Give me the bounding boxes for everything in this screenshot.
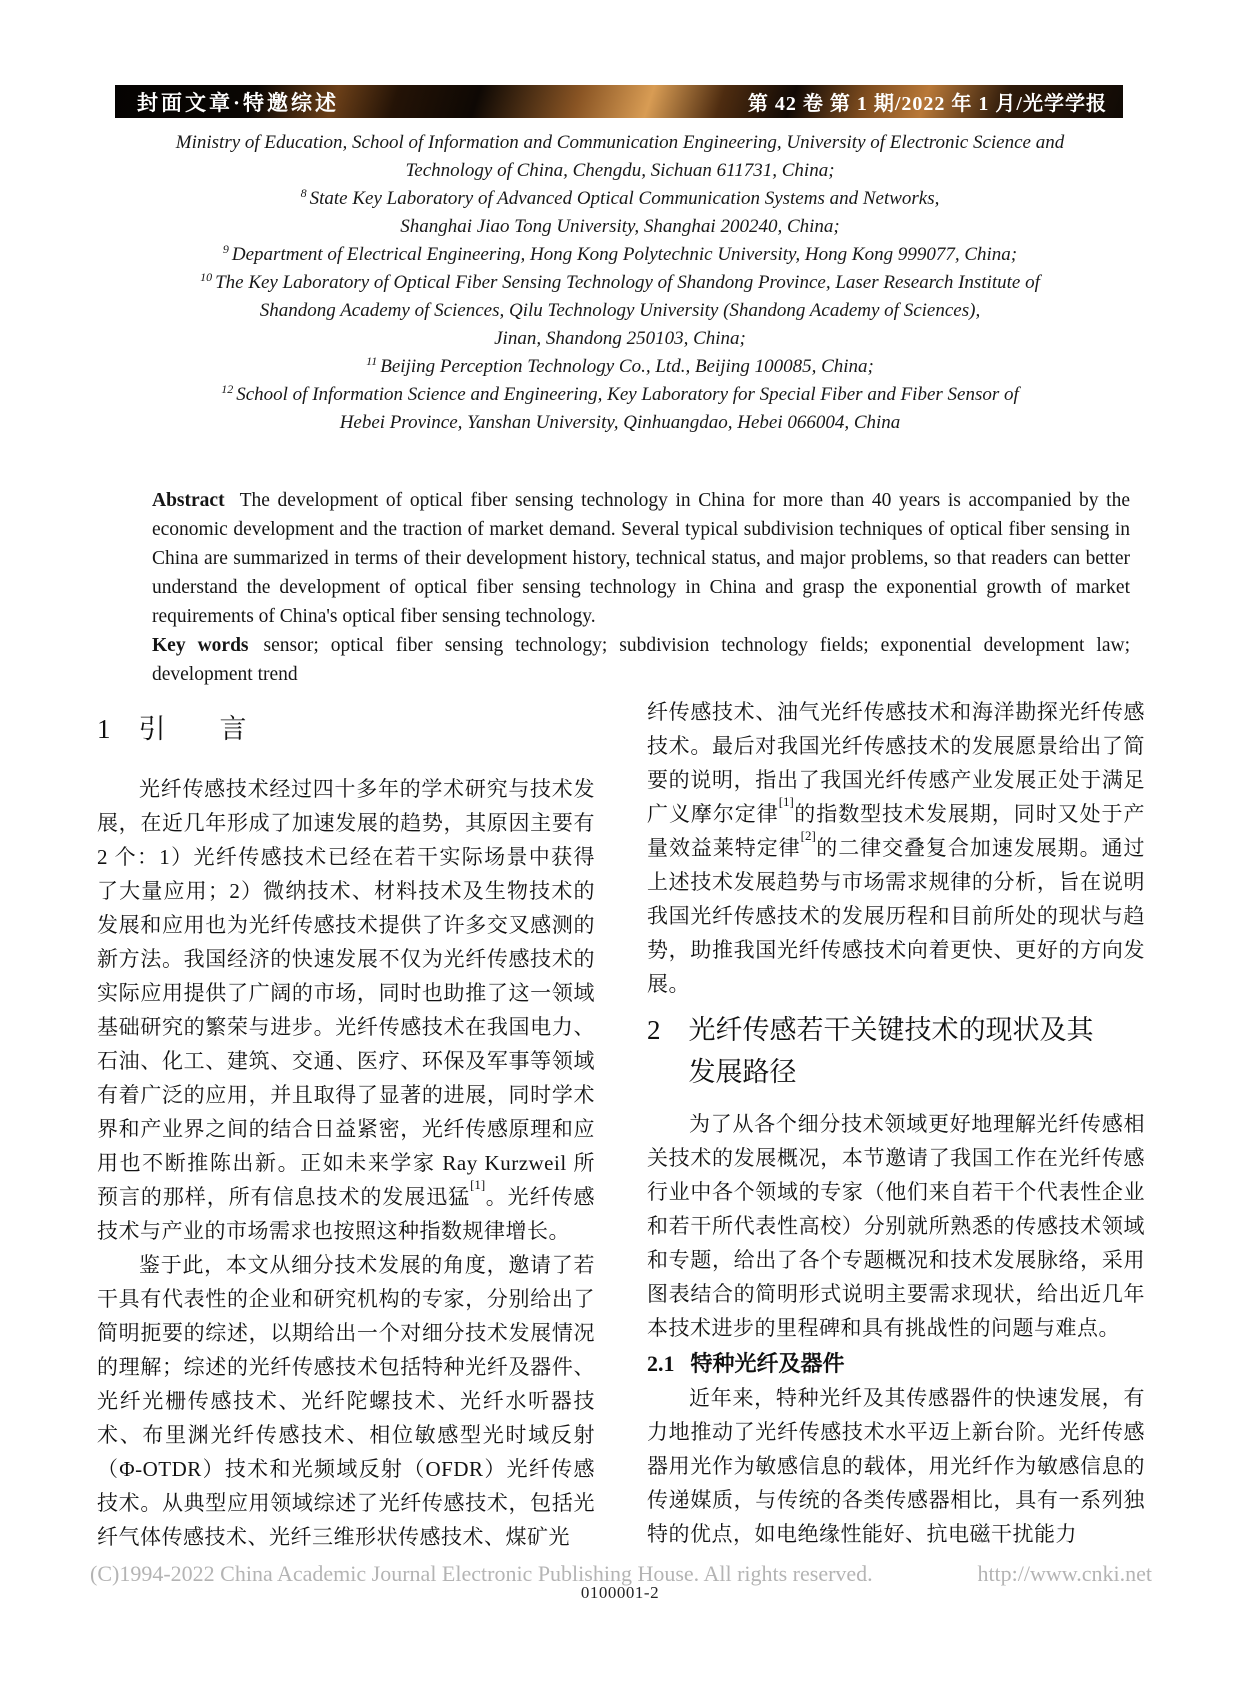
- affiliation-superscript: 10: [200, 269, 213, 284]
- section-number: 2: [647, 1015, 661, 1045]
- citation-marker: [1]: [778, 794, 794, 809]
- affiliation-line: Shanghai Jiao Tong University, Shanghai 200240, China;: [400, 216, 840, 237]
- body-paragraph: 纤传感技术、油气光纤传感技术和海洋勘探光纤传感技术。最后对我国光纤传感技术的发展愿景给出了简要的说明，指出了我国光纤传感产业发展正处于满足广义摩尔定律[1]的指数型技术发展期，同时又处于产量效益莱特定律[2]的二律交叠复合加速发展期。通过上述技术发展趋势与市场需求规律的分析，旨在说明我国光纤传感技术的发展历程和目前所处的现状与趋势，助推我国光纤传感技术向着更快、更好的方向发展。: [647, 700, 1146, 996]
- keywords-text: sensor; optical fiber sensing technology; subdivision technology fields; exponential development law; development trend: [152, 635, 1130, 685]
- header-bar: [115, 85, 1123, 118]
- section-heading: [647, 1009, 1145, 1093]
- keywords-paragraph: [152, 631, 1130, 689]
- body-columns: [97, 695, 1145, 1554]
- affiliation-line: Ministry of Education, School of Information and Communication Engineering, University of Electronic Science and: [175, 132, 1065, 153]
- affiliation-superscript: 9: [222, 241, 229, 256]
- abstract-text: The development of optical fiber sensing technology in China for more than 40 years is accompanied by the economic development and the traction of market demand. Several typical subdivision techniques of optical fiber sensing in China are summarized in terms of their development history, technical status, and major problems, so that readers can better understand the development of optical fiber sensing technology in China and grasp the exponential growth of market requirements of China's optical fiber sensing technology.: [152, 490, 1130, 627]
- affiliation-superscript: 8: [300, 185, 307, 200]
- section-number: 1: [97, 714, 111, 744]
- subsection-heading: [647, 1347, 1145, 1381]
- header-column-type-label: 封面文章·特邀综述: [137, 90, 340, 115]
- citation-marker: [1]: [470, 1177, 486, 1192]
- keywords-label: Key words: [152, 635, 249, 656]
- affiliation-list: [100, 129, 1140, 437]
- abstract-block: [152, 486, 1130, 689]
- header-issue-label: 第 42 卷 第 1 期/2022 年 1 月/光学学报: [747, 93, 1107, 115]
- affiliation-line: Shandong Academy of Sciences, Qilu Technology University (Shandong Academy of Sciences),: [259, 300, 981, 321]
- section-title-line: 引 言: [138, 714, 247, 744]
- section-title: [139, 708, 247, 750]
- body-paragraph: 近年来，特种光纤及其传感器件的快速发展，有力地推动了光纤传感技术水平迈上新台阶。光纤传感器用光作为敏感信息的载体，用光纤作为敏感信息的传递媒质，与传统的各类传感器相比，具有一系列独特的优点，如电绝缘性能好、抗电磁干扰能力: [647, 1386, 1145, 1546]
- section-title: [689, 1009, 1094, 1093]
- body-paragraph: 鉴于此，本文从细分技术发展的角度，邀请了若干具有代表性的企业和研究机构的专家，分别给出了简明扼要的综述，以期给出一个对细分技术发展情况的理解；综述的光纤传感技术包括特种光纤及器件、光纤光栅传感技术、光纤陀螺技术、光纤水听器技术、布里渊光纤传感技术、相位敏感型光时域反射（Φ-OTDR）技术和光频域反射（OFDR）光纤传感技术。从典型应用领域综述了光纤传感技术，包括光纤气体传感技术、光纤三维形状传感技术、煤矿光: [97, 1253, 595, 1549]
- section-title-line: 发展路径: [688, 1057, 797, 1087]
- affiliation-line: Jinan, Shandong 250103, China;: [494, 328, 746, 349]
- affiliation-line: $^{10}$ The Key Laboratory of Optical Fiber Sensing Technology of Shandong Province, Laser Research Institute of: [200, 269, 1040, 293]
- body-paragraph: 为了从各个细分技术领域更好地理解光纤传感相关技术的发展概况，本节邀请了我国工作在光纤传感行业中各个领域的专家（他们来自若干个代表性企业和若干所代表性高校）分别就所熟悉的传感技术领域和专题，给出了各个专题概况和技术发展脉络，采用图表结合的简明形式说明主要需求现状，给出近几年本技术进步的里程碑和具有挑战性的问题与难点。: [647, 1112, 1145, 1340]
- citation-marker: [2]: [800, 828, 816, 843]
- abstract-paragraph: [152, 486, 1130, 631]
- right-column: [647, 695, 1145, 1554]
- affiliation-superscript: 12: [221, 381, 234, 396]
- page-number: 0100001-2: [580, 1583, 660, 1602]
- copyright-text: (C)1994-2022 China Academic Journal Electronic Publishing House. All rights reserved.: [90, 1561, 873, 1586]
- subsection-number: 2.1: [647, 1351, 675, 1376]
- left-column: [97, 695, 595, 1554]
- cnki-url: http://www.cnki.net: [977, 1561, 1152, 1586]
- affiliation-line: $^{12}$ School of Information Science and Engineering, Key Laboratory for Special Fiber and Fiber Sensor of: [221, 381, 1019, 405]
- abstract-label: Abstract: [152, 490, 225, 511]
- affiliation-line: Hebei Province, Yanshan University, Qinhuangdao, Hebei 066004, China: [339, 412, 901, 433]
- subsection-title: 特种光纤及器件: [690, 1351, 845, 1376]
- affiliation-line: $^8$ State Key Laboratory of Advanced Optical Communication Systems and Networks,: [300, 185, 940, 209]
- section-heading: [97, 708, 595, 750]
- affiliation-line: $^9$ Department of Electrical Engineering, Hong Kong Polytechnic University, Hong Kong 999077, China;: [222, 241, 1018, 265]
- affiliation-superscript: 11: [366, 353, 378, 368]
- affiliation-line: Technology of China, Chengdu, Sichuan 611731, China;: [405, 160, 835, 181]
- body-paragraph: 光纤传感技术经过四十多年的学术研究与技术发展，在近几年形成了加速发展的趋势，其原因主要有 2 个：1）光纤传感技术已经在若干实际场景中获得了大量应用；2）微纳技术、材料技术及生物技术的发展和应用也为光纤传感技术提供了许多交叉感测的新方法。我国经济的快速发展不仅为光纤传感技术的实际应用提供了广阔的市场，同时也助推了这一领域基础研究的繁荣与进步。光纤传感技术在我国电力、石油、化工、建筑、交通、医疗、环保及军事等领域有着广泛的应用，并且取得了显著的进展，同时学术界和产业界之间的结合日益紧密，光纤传感原理和应用也不断推陈出新。正如未来学家 Ray Kurzweil 所预言的那样，所有信息技术的发展迅猛[1]。光纤传感技术与产业的市场需求也按照这种指数规律增长。: [97, 777, 595, 1243]
- section-title-line: 光纤传感若干关键技术的现状及其: [688, 1015, 1094, 1045]
- affiliation-line: $^{11}$ Beijing Perception Technology Co., Ltd., Beijing 100085, China;: [366, 353, 874, 377]
